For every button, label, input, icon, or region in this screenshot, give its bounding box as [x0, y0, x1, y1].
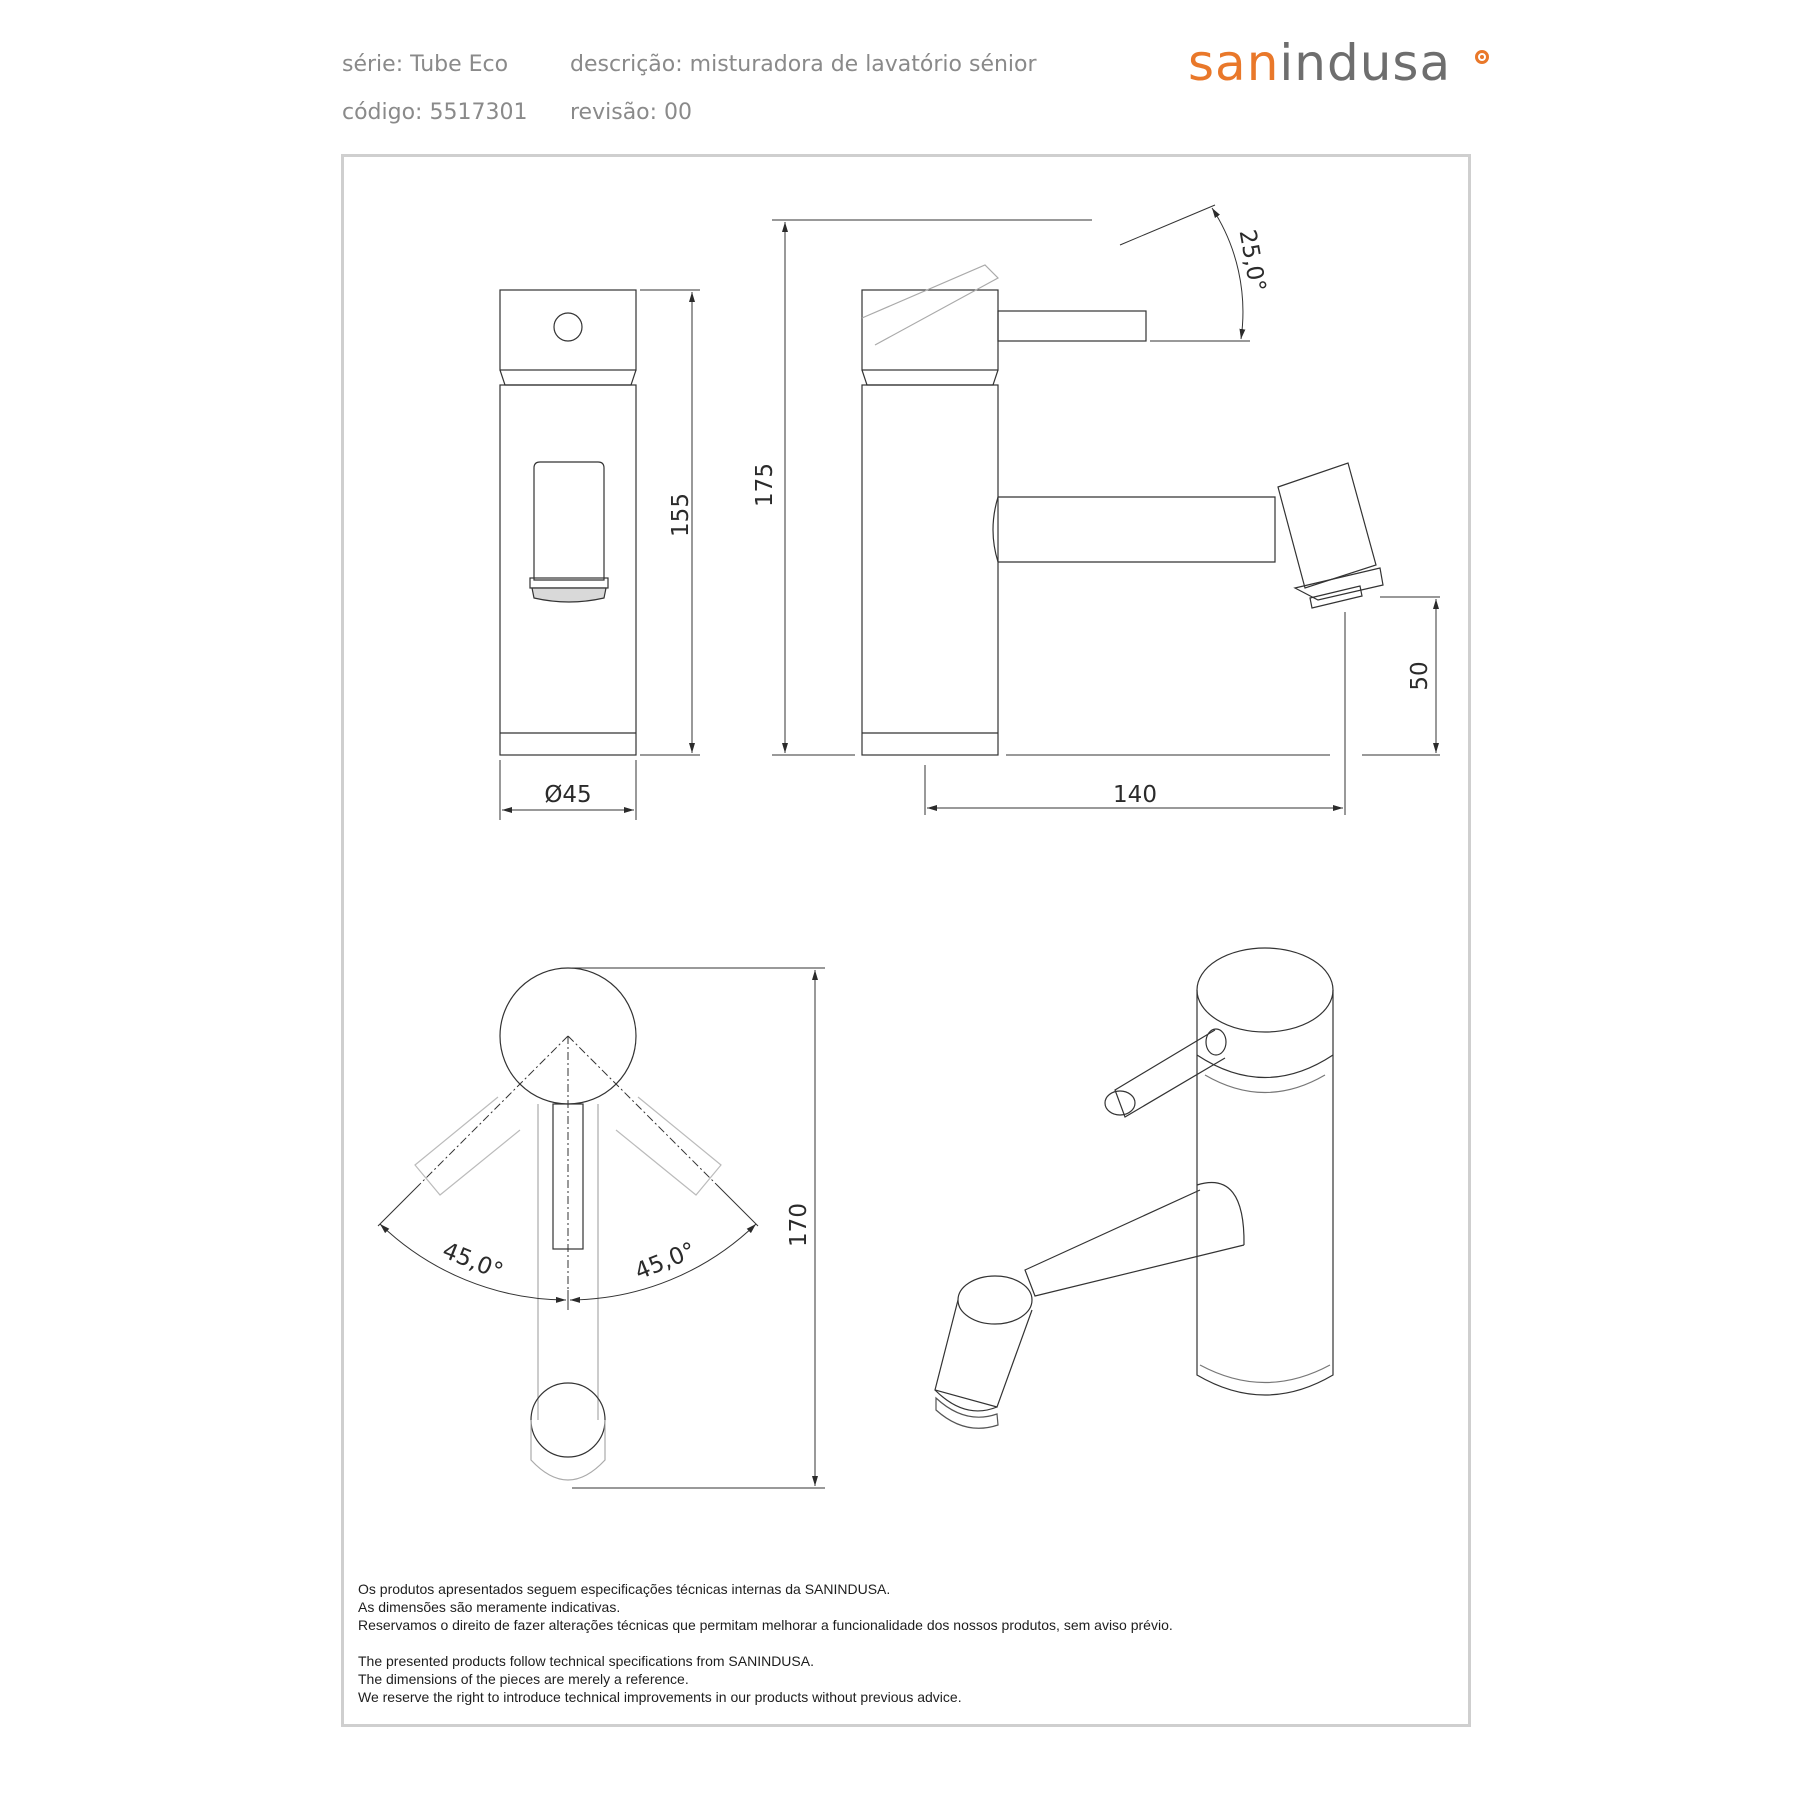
logo-part-san: san [1188, 34, 1280, 92]
side-view [862, 265, 1383, 755]
note-en-2: The dimensions of the pieces are merely a reference. [358, 1671, 689, 1687]
note-en-3: We reserve the right to introduce technical improvements in our products without previous advice. [358, 1689, 962, 1705]
front-height-label: 155 [668, 493, 694, 537]
side-height-label: 175 [752, 463, 778, 507]
serie-label: série: Tube Eco [342, 52, 509, 77]
logo-part-indusa: indusa [1279, 34, 1452, 92]
note-pt-2: As dimensões são meramente indicativas. [358, 1599, 621, 1615]
swivel-right-label: 45,0° [631, 1237, 700, 1286]
spout-height-label: 50 [1407, 661, 1433, 691]
note-pt-3: Reservamos o direito de fazer alterações técnicas que permitam melhorar a funcionalidade dos nossos produtos, sem aviso prévio. [358, 1617, 1173, 1633]
top-length-label: 170 [786, 1203, 812, 1247]
front-view [500, 290, 636, 755]
note-en-1: The presented products follow technical specifications from SANINDUSA. [358, 1653, 814, 1669]
revision-label: revisão: 00 [570, 100, 693, 125]
spout-reach-label: 140 [1113, 782, 1157, 808]
code-label: código: 5517301 [342, 100, 528, 125]
swivel-left-label: 45,0° [438, 1237, 507, 1286]
perspective-view [935, 948, 1333, 1428]
side-height-dimension [772, 220, 1330, 755]
lever-angle-label: 25,0° [1233, 227, 1271, 294]
lever-angle-dimension [1120, 205, 1250, 341]
diameter-label: Ø45 [544, 782, 592, 808]
description-label: descrição: misturadora de lavatório sénior [570, 52, 1037, 77]
note-pt-1: Os produtos apresentados seguem especificações técnicas internas da SANINDUSA. [358, 1581, 891, 1597]
